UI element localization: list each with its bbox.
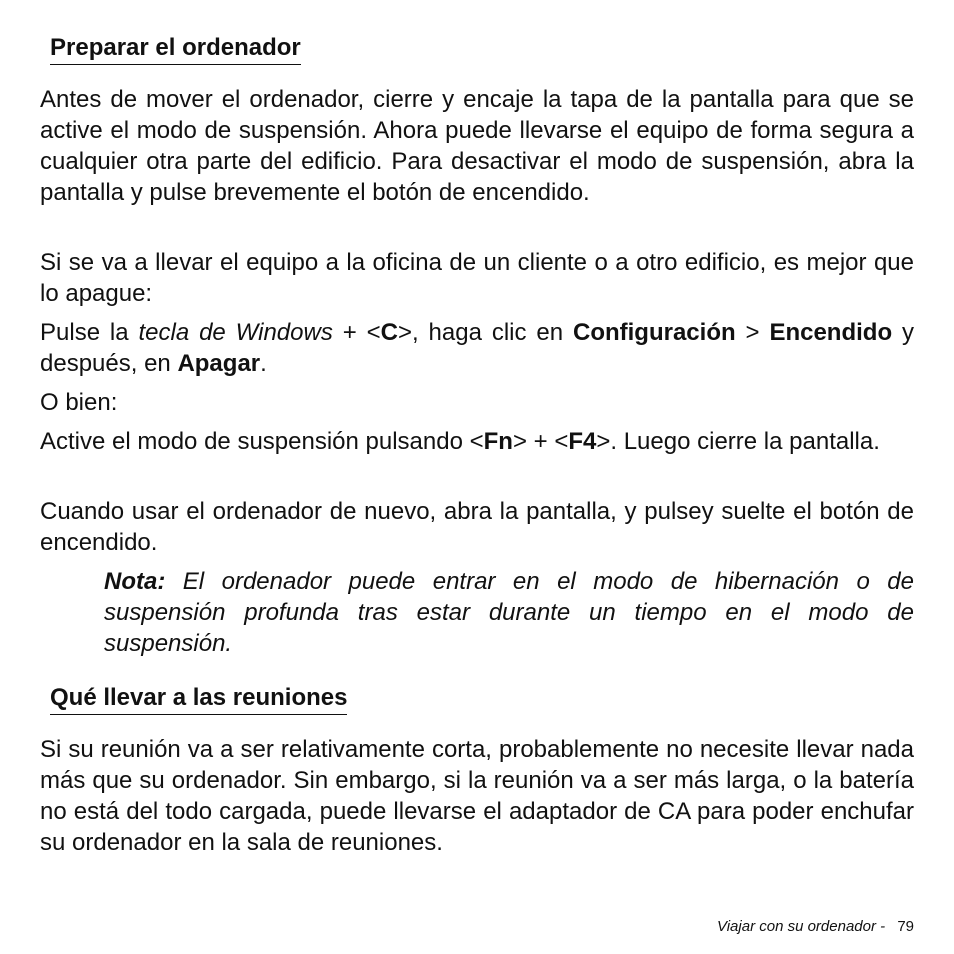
text-run-bold: Configuración <box>572 319 736 346</box>
paragraph-mover-ordenador: Antes de mover el ordenador, cierre y encaje la tapa de la pantalla para que se active el modo de suspensión. Ahora puede llevarse el equipo de forma segura a cualquier otra parte del edificio. Para desactivar el modo de suspensión, abra la pantalla y pulse brevemente el botón de encendido. <box>40 86 914 206</box>
page-footer <box>717 918 914 935</box>
text-run-italic: tecla de Windows <box>138 319 333 346</box>
text-run: Pulse la <box>40 319 139 346</box>
footer-text: Viajar con su ordenador - <box>716 918 890 935</box>
note-label: Nota: <box>104 568 166 595</box>
section-heading-preparar: Preparar el ordenador <box>50 33 301 65</box>
text-run-bold: Fn <box>483 428 513 455</box>
paragraph-reunion: Si su reunión va a ser relativamente corta, probablemente no necesite llevar nada más que su ordenador. Sin embargo, si la reunión va a ser más larga, o la batería no está del todo cargada, puede llevarse el adaptador de CA para poder enchufar su ordenador en la sala de reuniones. <box>40 736 914 856</box>
paragraph-o-bien: O bien: <box>40 389 118 416</box>
text-run: + < <box>332 319 381 346</box>
text-run: >, haga clic en <box>397 319 573 346</box>
text-run: >. Luego cierre la pantalla. <box>596 428 880 455</box>
text-run: Active el modo de suspensión pulsando < <box>40 428 484 455</box>
paragraph-usar-de-nuevo: Cuando usar el ordenador de nuevo, abra la pantalla, y pulsey suelte el botón de encendido. <box>40 498 914 556</box>
paragraph-suspension <box>40 426 914 457</box>
section-heading-reuniones: Qué llevar a las reuniones <box>50 683 347 715</box>
page-number: 79 <box>897 918 914 935</box>
text-run: > + < <box>512 428 569 455</box>
text-run-bold: Encendido <box>769 319 893 346</box>
text-run: > <box>735 319 770 346</box>
text-run-bold: F4 <box>568 428 597 455</box>
note-text: El ordenador puede entrar en el modo de hibernación o de suspensión profunda tras estar durante un tiempo en el modo de suspensión. <box>104 568 914 657</box>
text-run-bold: Apagar <box>177 350 261 377</box>
text-run: . <box>260 350 267 377</box>
paragraph-llevar-equipo: Si se va a llevar el equipo a la oficina de un cliente o a otro edificio, es mejor que lo apague: <box>40 249 914 307</box>
text-run-bold: C <box>380 319 398 346</box>
paragraph-pulse-tecla <box>40 317 914 379</box>
note-block <box>104 566 914 659</box>
text-run: y después, en <box>40 319 914 377</box>
